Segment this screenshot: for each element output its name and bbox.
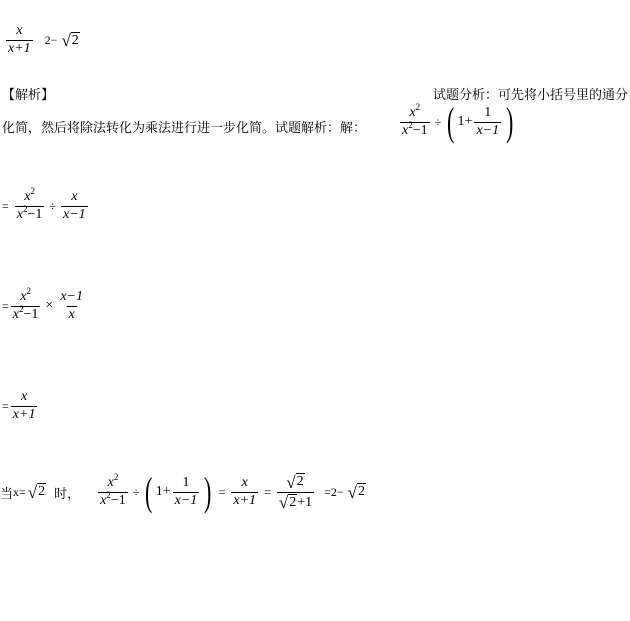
- numerator: x−1: [60, 289, 83, 304]
- numerator: 1: [182, 474, 190, 490]
- denominator: x−1: [174, 492, 198, 508]
- sqrt-radicand: 2: [289, 494, 297, 510]
- numerator: x: [21, 389, 28, 404]
- exponent: 2: [106, 489, 111, 500]
- denominator: x−1: [476, 122, 500, 138]
- step-2: [2, 286, 87, 322]
- analysis-text-line2: 化简，然后将除法转化为乘法进行进一步化简。试题解析：解：: [2, 121, 367, 136]
- minus-one: −1: [23, 306, 39, 322]
- divide-sign: ÷: [132, 484, 140, 499]
- analysis-text-line1: 试题分析：可先将小括号里的通分: [432, 88, 628, 103]
- equals-sign: =: [2, 198, 9, 213]
- answer-fraction: [6, 24, 33, 56]
- x-equals: x=: [13, 484, 26, 499]
- divide-sign: ÷: [49, 198, 56, 213]
- sqrt-radicand: 2: [38, 484, 46, 500]
- minus-one: −1: [27, 206, 43, 222]
- denominator: x: [68, 306, 75, 322]
- denominator: x+1: [233, 492, 257, 508]
- denominator: x+1: [8, 40, 31, 56]
- one-plus: 1+: [155, 484, 171, 499]
- numerator: x: [71, 189, 78, 204]
- original-expression: $\frac{x^2}{x^2-1}$ ÷ ( 1+ $\frac{1}{x-1}$ ): [402, 99, 514, 144]
- denominator: x−1: [63, 206, 86, 222]
- exponent: 2: [30, 186, 35, 196]
- exponent: 2: [26, 286, 31, 296]
- exponent: 2: [23, 203, 28, 214]
- sqrt-radicand: 2: [71, 32, 79, 48]
- exponent: 2: [19, 303, 24, 314]
- one-plus: 1+: [457, 114, 473, 129]
- equals-sign: =: [264, 484, 271, 499]
- x-var: x: [24, 189, 31, 204]
- then-label: 时，: [54, 486, 81, 502]
- x-var: x: [16, 206, 23, 222]
- answer-line: [4, 24, 80, 56]
- equals-sign: =: [2, 398, 9, 413]
- sqrt-two: √ 2: [61, 30, 79, 50]
- step-1: [2, 186, 90, 222]
- plus-one: +1: [297, 494, 313, 510]
- exponent: 2: [408, 119, 413, 130]
- exponent: 2: [415, 101, 421, 112]
- x-var: x: [20, 289, 27, 304]
- equals-sign: =: [2, 298, 9, 313]
- x-var: x: [100, 492, 107, 508]
- denominator: x+1: [12, 406, 36, 422]
- minus-one: −1: [110, 492, 126, 508]
- numerator: x: [16, 23, 23, 38]
- substitution-line: 当 x= √ 2 时， $\frac{x^2}{x^2-1}$ ÷ ( 1+ $\frac{1}{x-1}$ ) = $\frac{x}{x+1}$ = √ 2 √ 2 +1 =2− √ 2: [0, 469, 365, 514]
- equals-sign: =: [218, 484, 226, 499]
- exponent: 2: [113, 471, 119, 482]
- divide-sign: ÷: [434, 114, 442, 129]
- answer-value: 2−: [44, 32, 58, 47]
- step-3: [2, 390, 39, 422]
- sqrt-radicand: 2: [357, 484, 365, 500]
- numerator: 1: [484, 104, 492, 120]
- x-var: x: [12, 306, 19, 322]
- x-var: x: [409, 104, 416, 120]
- x-var: x: [402, 122, 409, 138]
- sqrt-radicand: 2: [296, 474, 304, 490]
- section-title: 【解析】: [2, 88, 55, 103]
- minus-one: −1: [412, 122, 428, 138]
- when-label: 当: [0, 486, 14, 502]
- x-var: x: [107, 474, 114, 490]
- numerator: x: [241, 474, 248, 490]
- final-value: =2−: [324, 484, 344, 499]
- times-sign: ×: [45, 298, 54, 314]
